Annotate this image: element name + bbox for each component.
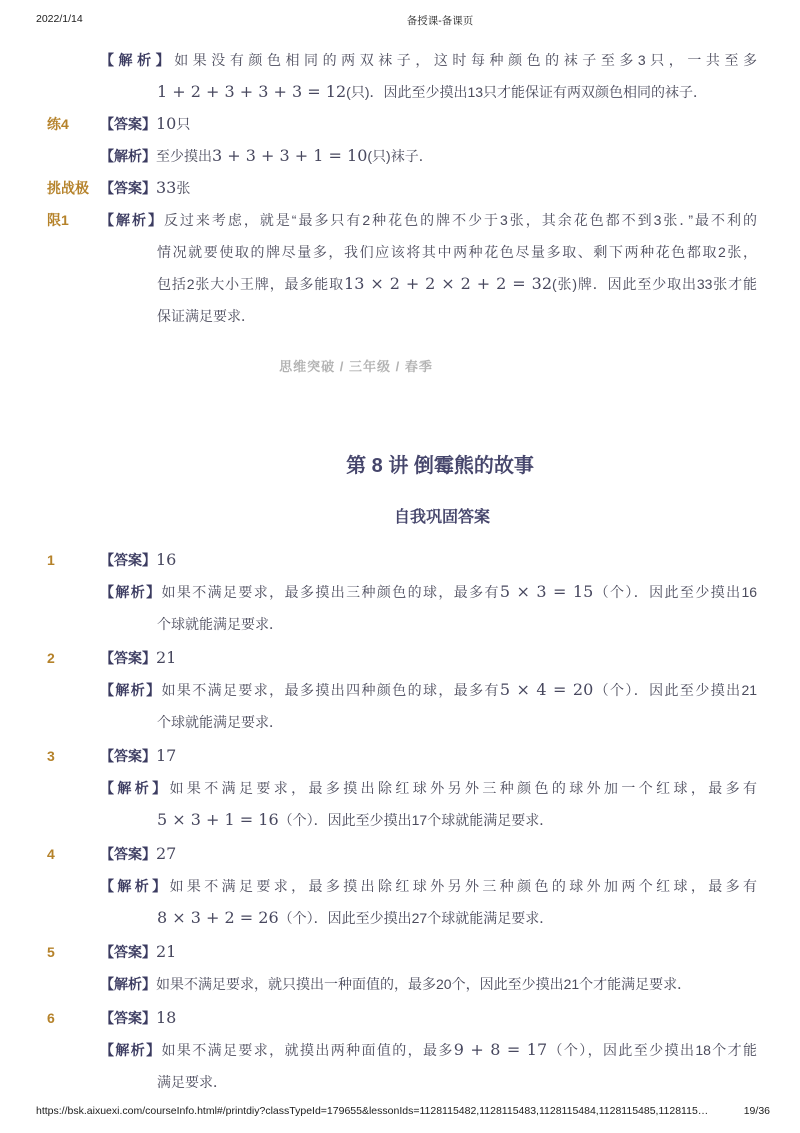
answer-tag: 【答案】 [100, 116, 156, 132]
problem-label: 限1 [47, 212, 69, 228]
text-segment: （个）．因此至少摸出16 [593, 584, 758, 600]
text-segment: （个）．因此至少摸出27个球就能满足要求． [278, 910, 554, 926]
answer-item [0, 838, 800, 934]
text-segment: （个）．因此至少摸出17个球就能满足要求． [278, 812, 554, 828]
solution-row [0, 140, 757, 172]
item-number: 6 [47, 1010, 55, 1026]
solution-row [0, 544, 757, 576]
text-line [100, 1002, 757, 1034]
text-line [100, 108, 757, 140]
answer-tag: 【答案】 [100, 748, 156, 764]
solution-rows-section [0, 44, 800, 332]
answer-item [0, 642, 800, 738]
section-subtitle: 自我巩固答案 [393, 509, 490, 526]
answer-items-section [0, 544, 800, 1098]
solution-row [0, 172, 757, 204]
text-line [100, 544, 757, 576]
math-segment: 18 [156, 1008, 177, 1027]
text-line [100, 870, 757, 902]
analysis-tag: 【解析】 [100, 212, 164, 228]
text-segment: 如果不满足要求，最多摸出三种颜色的球，最多有 [161, 584, 500, 600]
answer-tag: 【答案】 [100, 1010, 156, 1026]
analysis-tag: 【解析】 [100, 780, 170, 796]
math-segment: 5 × 4 = 20 [499, 680, 594, 699]
analysis-tag: 【解析】 [100, 682, 162, 698]
text-segment: (张)牌．因此至少取出33张才能 [552, 276, 757, 292]
text-segment: 如果不满足要求，就只摸出一种面值的，最多20个，因此至少摸出21个才能满足要求． [156, 976, 692, 992]
math-segment: 27 [156, 844, 177, 863]
analysis-tag: 【解析】 [100, 878, 170, 894]
text-line [100, 936, 757, 968]
text-line [100, 172, 757, 204]
solution-row [0, 870, 757, 934]
problem-label: 练4 [47, 116, 69, 132]
item-number: 1 [47, 552, 55, 568]
math-segment: 3 + 3 + 3 + 1 = 10 [212, 146, 368, 165]
text-line [100, 140, 757, 172]
math-segment: 21 [156, 942, 177, 961]
text-line [100, 902, 757, 934]
text-line [100, 968, 757, 1000]
text-segment: 只 [176, 116, 191, 132]
text-segment: 情况就要使取的牌尽量多，我们应该将其中两种花色尽量多取、剩下两种花色都取2张， [157, 244, 757, 260]
text-segment: 个球就能满足要求． [157, 714, 283, 730]
answer-tag: 【答案】 [100, 944, 156, 960]
math-segment: 10 [156, 114, 177, 133]
solution-row [0, 1034, 757, 1098]
math-segment: 16 [156, 550, 177, 569]
answer-item [0, 740, 800, 836]
text-line [100, 608, 757, 640]
solution-row [0, 642, 757, 674]
solution-row [0, 576, 757, 640]
analysis-tag: 【解析】 [100, 976, 156, 992]
chapter-title: 第 8 讲 倒霉熊的故事 [346, 455, 534, 477]
answer-item [0, 544, 800, 640]
text-line [100, 576, 757, 608]
text-segment: 保证满足要求． [157, 308, 255, 324]
text-segment: 如果不满足要求，最多摸出除红球外另外三种颜色的球外加两个红球，最多有 [169, 878, 758, 894]
solution-row [0, 772, 757, 836]
text-segment: 如果不满足要求，最多摸出四种颜色的球，最多有 [161, 682, 500, 698]
text-segment: 包括2张大小王牌，最多能取 [157, 276, 345, 292]
text-line [100, 674, 757, 706]
text-line [100, 300, 757, 332]
solution-row [0, 44, 757, 108]
math-segment: 9 + 8 = 17 [453, 1040, 548, 1059]
text-line [100, 642, 757, 674]
footer-url: https://bsk.aixuexi.com/courseInfo.html#/printdiy?classTypeId=179655&lessonIds=1128115482,1128115483,1128115484,1128115485,1128115… [36, 1105, 709, 1117]
answer-tag: 【答案】 [100, 552, 156, 568]
math-segment: 5 × 3 + 1 = 16 [157, 810, 279, 829]
analysis-tag: 【解析】 [100, 52, 175, 68]
answer-item [0, 1002, 800, 1098]
solution-row [0, 108, 757, 140]
answer-tag: 【答案】 [100, 650, 156, 666]
text-segment: 个球就能满足要求． [157, 616, 283, 632]
text-line [100, 1066, 757, 1098]
item-number: 2 [47, 650, 55, 666]
text-line [100, 236, 757, 268]
item-number: 5 [47, 944, 55, 960]
text-segment: （个），因此至少摸出18个才能 [547, 1042, 758, 1058]
text-line [100, 44, 757, 76]
problem-label: 挑战极 [47, 180, 89, 196]
item-number: 3 [47, 748, 55, 764]
text-line [100, 1034, 757, 1066]
solution-row [0, 740, 757, 772]
solution-row [0, 674, 757, 738]
text-line [100, 804, 757, 836]
math-segment: 5 × 3 = 15 [499, 582, 594, 601]
text-segment: 如果不满足要求，最多摸出除红球外另外三种颜色的球外加一个红球，最多有 [169, 780, 758, 796]
header-doc-title: 备授课-备课页 [406, 15, 474, 27]
answer-tag: 【答案】 [100, 180, 156, 196]
text-line [100, 76, 757, 108]
math-segment: 33 [156, 178, 177, 197]
text-segment: 满足要求． [157, 1074, 227, 1090]
text-segment: 如果没有颜色相同的两双袜子，这时每种颜色的袜子至多3只，一共至多 [174, 52, 757, 68]
footer-page-number: 19/36 [743, 1105, 770, 1117]
text-segment: 如果不满足要求，就摸出两种面值的，最多 [161, 1042, 454, 1058]
math-segment: 1 + 2 + 3 + 3 + 3 = 12 [157, 82, 347, 101]
header-date: 2022/1/14 [36, 13, 83, 25]
analysis-tag: 【解析】 [100, 148, 156, 164]
solution-row [0, 936, 757, 968]
math-segment: 13 × 2 + 2 × 2 + 2 = 32 [344, 274, 552, 293]
item-number: 4 [47, 846, 55, 862]
answer-item [0, 936, 800, 1000]
solution-row [0, 838, 757, 870]
text-line [100, 838, 757, 870]
page-content [0, 44, 800, 1098]
analysis-tag: 【解析】 [100, 584, 162, 600]
text-segment: 反过来考虑，就是“最多只有2种花色的牌不少于3张，其余花色都不到3张．”最不利的 [163, 212, 757, 228]
solution-row [0, 204, 757, 332]
text-segment: (只)袜子． [367, 148, 433, 164]
text-line [100, 772, 757, 804]
analysis-tag: 【解析】 [100, 1042, 162, 1058]
text-line [100, 706, 757, 738]
text-line [100, 740, 757, 772]
text-line [100, 268, 757, 300]
breadcrumb: 思维突破 / 三年级 / 春季 [279, 359, 433, 374]
text-segment: 至少摸出 [156, 148, 212, 164]
math-segment: 17 [156, 746, 177, 765]
text-segment: 张 [176, 180, 191, 196]
solution-row [0, 968, 757, 1000]
text-line [100, 204, 757, 236]
math-segment: 8 × 3 + 2 = 26 [157, 908, 279, 927]
answer-tag: 【答案】 [100, 846, 156, 862]
text-segment: （个）．因此至少摸出21 [593, 682, 758, 698]
math-segment: 21 [156, 648, 177, 667]
text-segment: (只)．因此至少摸出13只才能保证有两双颜色相同的袜子． [346, 84, 708, 100]
solution-row [0, 1002, 757, 1034]
